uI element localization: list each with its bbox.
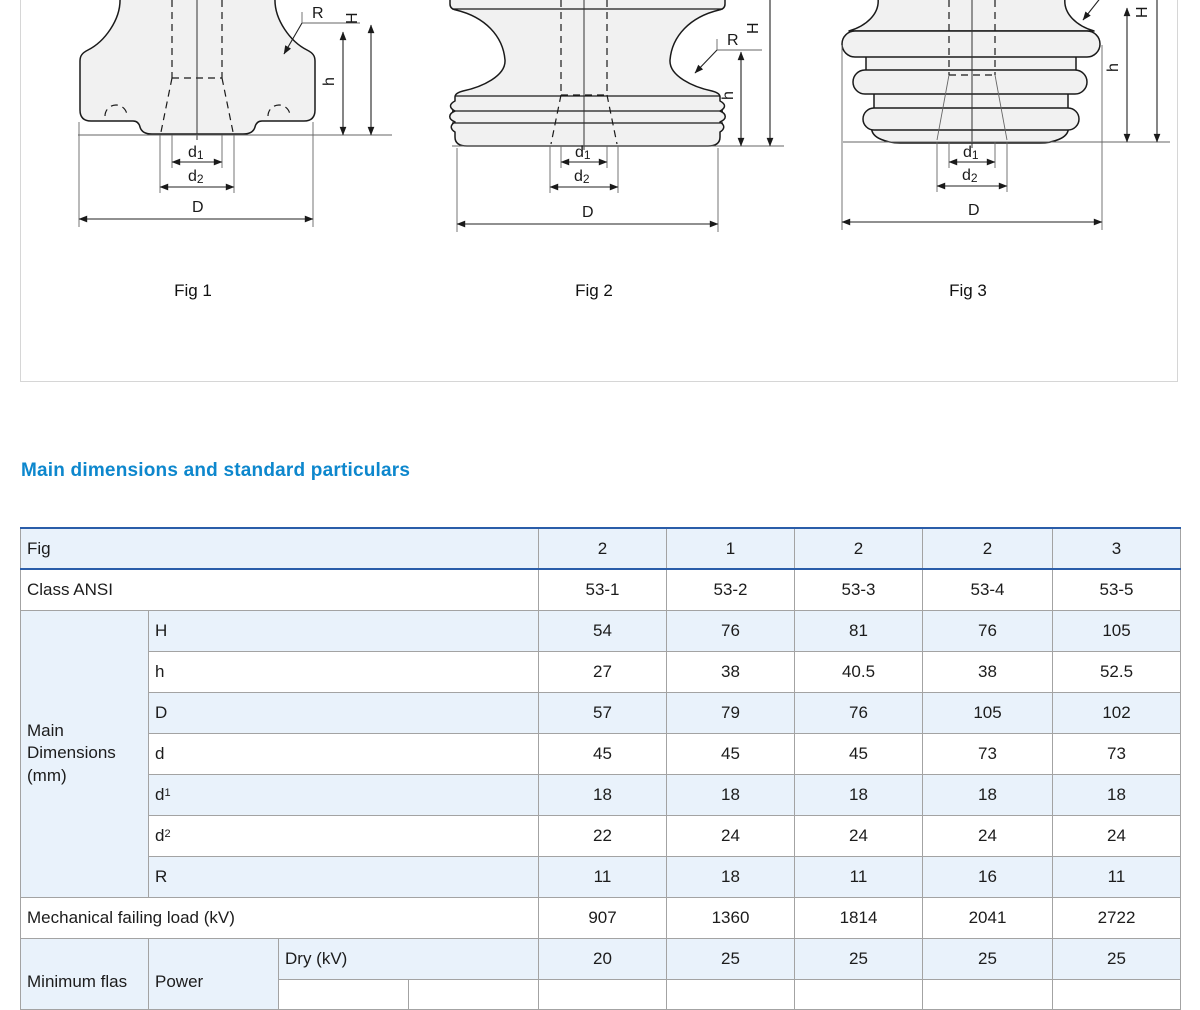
table-row-H [21,610,1181,651]
cell: 18 [1053,774,1181,815]
d1-label: d1 [963,144,979,162]
cell: 53-5 [1053,569,1181,610]
H-label: H [344,12,361,24]
cell: 24 [667,815,795,856]
fig3-drawing [842,0,1170,230]
cell: 25 [795,938,923,979]
cell: 73 [1053,733,1181,774]
cell: 24 [923,815,1053,856]
cell: 2041 [923,897,1053,938]
h-label: h [1105,63,1122,72]
cell: 907 [539,897,667,938]
fig3-caption: Fig 3 [949,281,987,300]
fig1-drawing [78,0,392,227]
H-label: H [1134,6,1151,18]
cell: 53-4 [923,569,1053,610]
row-label: Fig [21,528,539,569]
cell: 11 [795,856,923,897]
cell: 25 [667,938,795,979]
row-label: $d^2$ [149,815,539,856]
cell: 24 [1053,815,1181,856]
cell [923,979,1053,1009]
table-row-fig [21,528,1181,569]
cell: 76 [923,610,1053,651]
cell: 40.5 [795,651,923,692]
group-label-main-dimensions: Main Dimensions (mm) [21,610,149,897]
d2-label: d2 [574,168,590,186]
cell: 76 [795,692,923,733]
cell [667,979,795,1009]
cell: 102 [1053,692,1181,733]
cell: 2 [923,528,1053,569]
cell: 53-2 [667,569,795,610]
cell: 1814 [795,897,923,938]
cell: 53-1 [539,569,667,610]
cell: 79 [667,692,795,733]
cell: 25 [1053,938,1181,979]
cell: 25 [923,938,1053,979]
R-label: R [312,5,324,22]
D-label: D [192,199,204,216]
table-row-class-ansi [21,569,1181,610]
dimensions-table [20,527,1181,1010]
fig2-drawing [450,0,784,232]
group-label-power-frequency: Power [149,938,279,1009]
cell [539,979,667,1009]
D-label: D [582,204,594,221]
cell [409,979,539,1009]
cell [1053,979,1181,1009]
cell: 76 [667,610,795,651]
cell: 18 [923,774,1053,815]
cell: 38 [667,651,795,692]
cell [795,979,923,1009]
cell: 2 [539,528,667,569]
H-label: H [745,22,762,34]
cell: 81 [795,610,923,651]
d1-label: d1 [188,144,204,162]
section-title: Main dimensions and standard particulars [21,460,411,481]
fig1-caption: Fig 1 [174,281,212,300]
row-label: Dry (kV) [279,938,539,979]
row-label: h [149,651,539,692]
table-row-d1 [21,774,1181,815]
table-row-D [21,692,1181,733]
cell: 57 [539,692,667,733]
h-label: h [720,91,737,100]
cell: 16 [923,856,1053,897]
row-label: Mechanical failing load (kV) [21,897,539,938]
cell: 11 [1053,856,1181,897]
cell: 52.5 [1053,651,1181,692]
R-label: R [727,32,739,49]
cell: 45 [667,733,795,774]
cell: 105 [1053,610,1181,651]
row-label: d [149,733,539,774]
row-label: $d^1$ [149,774,539,815]
cell: 53-3 [795,569,923,610]
table-row-R [21,856,1181,897]
row-label: H [149,610,539,651]
cell: 18 [667,856,795,897]
D-label: D [968,202,980,219]
cell: 20 [539,938,667,979]
group-label-minimum-flashover: Minimum flas [21,938,149,1009]
table-row-d [21,733,1181,774]
table-row-mechanical-load [21,897,1181,938]
row-label: D [149,692,539,733]
cell: 2 [795,528,923,569]
cell: 54 [539,610,667,651]
insulator-drawings [0,0,1200,300]
row-label: R [149,856,539,897]
cell: 11 [539,856,667,897]
cell: 24 [795,815,923,856]
cell: 22 [539,815,667,856]
cell: 105 [923,692,1053,733]
cell: 1360 [667,897,795,938]
d2-label: d2 [962,167,978,185]
cell: 73 [923,733,1053,774]
row-label: Class ANSI [21,569,539,610]
cell [279,979,409,1009]
cell: 18 [795,774,923,815]
fig2-caption: Fig 2 [575,281,613,300]
cell: 2722 [1053,897,1181,938]
cell: 27 [539,651,667,692]
cell: 38 [923,651,1053,692]
cell: 18 [667,774,795,815]
cell: 1 [667,528,795,569]
table-row-d2 [21,815,1181,856]
cell: 3 [1053,528,1181,569]
cell: 45 [539,733,667,774]
h-label: h [321,77,338,86]
cell: 18 [539,774,667,815]
d1-label: d1 [575,144,591,162]
cell: 45 [795,733,923,774]
table-row-dry [21,938,1181,979]
d2-label: d2 [188,168,204,186]
table-row-h [21,651,1181,692]
